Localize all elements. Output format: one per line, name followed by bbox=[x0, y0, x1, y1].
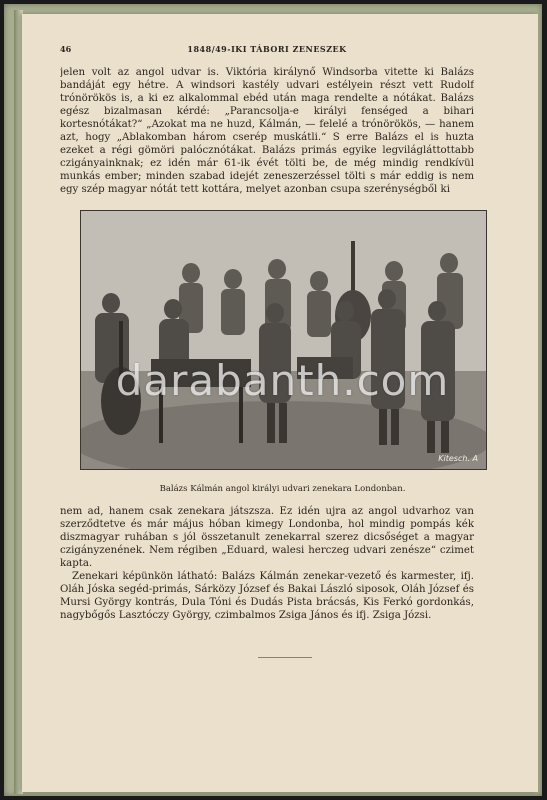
bottom-paragraph-2: Zenekari képünkön látható: Balázs Kálmán zenekar-vezető és karmester, ifj. Oláh Jóska segéd-primás, Sárközy József és Bakai László siposok, Oláh József és Mursi György kontrás, Dula Tóni és Dudás Pista brácsás, Kis Ferkó gordonkás, nagybőgős Lasztóczy György, czimbalmos Zsiga János és ifj. Zsiga Józsi. bbox=[60, 571, 474, 621]
running-title: 1848/49-IKI TÁBORI ZENESZEK bbox=[187, 44, 347, 54]
photo-scene bbox=[81, 211, 486, 469]
body-text-bottom bbox=[60, 505, 474, 633]
page-number: 46 bbox=[60, 44, 72, 54]
section-divider bbox=[258, 657, 312, 658]
body-text-top bbox=[60, 66, 474, 202]
watermark-text: darabanth.com bbox=[115, 356, 450, 405]
band-photograph bbox=[80, 210, 487, 470]
photo-caption: Balázs Kálmán angol királyi udvari zenekara Londonban. bbox=[159, 484, 406, 494]
top-paragraph: jelen volt az angol udvar is. Viktória királynő Windsorba vitette ki Balázs bandáját egy hétre. A windsori kastély udvari estélyein részt vett Rudolf trónörökös is, a ki ez alkalommal ebéd után maga rendelte a nótákat. Balázs egész bizalmasan kérdé: „Parancsolja-e királyi fenséged a bihari kortesnótákat?“ „Azokat ma ne huzd, Kálmán, — felelé a trónörökös, — hanem azt, hogy „Ablakomban három cserép muskátli.“ S erre Balázs el is huzta ezeket a régi gömöri palócznótákat. Balázs primás egyike legvilágláttottabb czigányainknak; ez idén már 61-ik évét tölti be, de még mindig rendkívül munkás ember; minden szabad idejét zeneszerzéssel tölti s már eddig is nem egy szép magyar nótát tett kottára, melyet azonban csupa szerénységből ki bbox=[60, 67, 474, 195]
page-header bbox=[60, 44, 474, 58]
bottom-paragraph-1: nem ad, hanem csak zenekara játszsza. Ez idén ujra az angol udvarhoz van szerződtetve és már május hóban kimegy Londonba, hol mindig pompás kék diszmagyar ruhában s jól összetanult zenekarral szerez dicsőséget a magyar czigányzenének. Nem régiben „Eduard, walesi herczeg udvari zenésze“ czimet kapta. bbox=[60, 506, 474, 569]
photographer-signature: Kitesch. A bbox=[438, 454, 478, 463]
